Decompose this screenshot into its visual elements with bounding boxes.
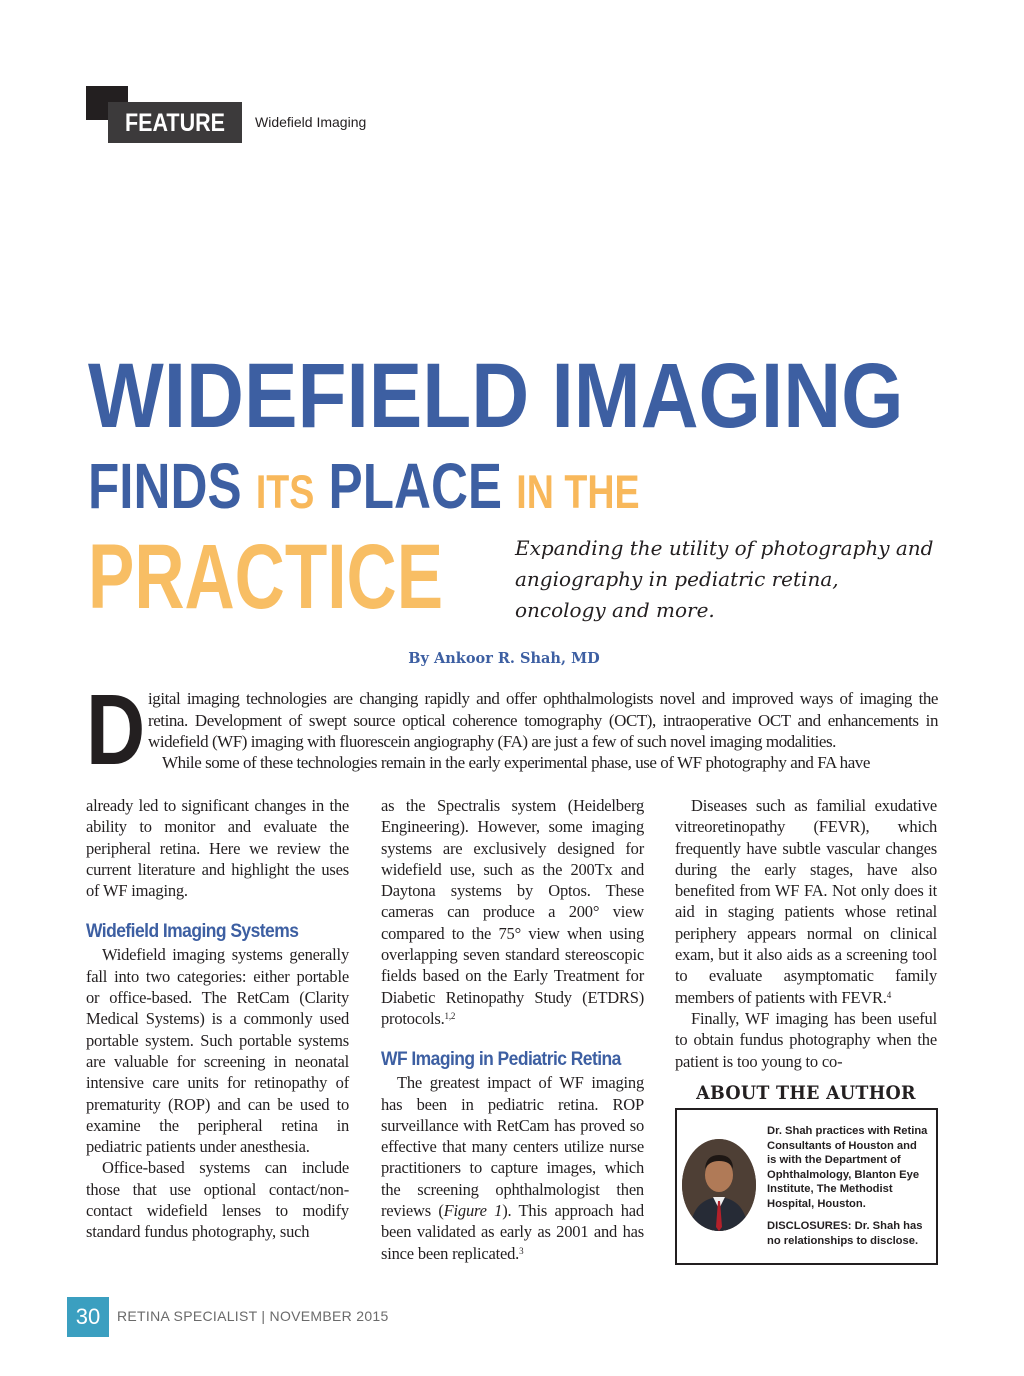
intro-last-line: While some of these technologies remain in the early experimental phase, use of WF photography and FA have (162, 753, 870, 772)
column-2 (381, 795, 644, 1264)
about-author-title: ABOUT THE AUTHOR (696, 1082, 916, 1104)
section-topic: Widefield Imaging (255, 114, 367, 130)
column-3 (675, 795, 937, 1072)
column-1-paragraph: already led to significant changes in the ability to monitor and evaluate the peripheral retina. Here we review the current literature and highlight the uses of WF imaging. (86, 796, 349, 901)
headline-line3: PRACTICE (88, 526, 444, 628)
figure-reference: Figure 1 (443, 1201, 503, 1221)
drop-cap: D (86, 674, 146, 786)
article-deck: Expanding the utility of photography and angiography in pediatric retina, oncology and more. (515, 536, 934, 622)
column-3-paragraph: Diseases such as familial exudative vitreoretinopathy (FEVR), which frequently have subtle vascular changes during the early stages, have also benefited from WF FA. Not only does it aid in staging patients whose retinal periphery appears normal on clinical exam, but it also aids as a screening tool to evaluate asymptomatic family members of patients with FEVR.$^4$ (675, 796, 937, 1007)
byline: By Ankoor R. Shah, MD (408, 650, 600, 667)
footer-publication: RETINA SPECIALIST | NOVEMBER 2015 (117, 1308, 389, 1324)
column-2-paragraph: The greatest impact of WF imaging has been in pediatric retina. ROP surveillance with RetCam has proved so effective that many centers utilize nurse practitioners to capture images, which the screening ophthalmologist then reviews (Figure 1). This approach had been validated as early as 2001 and has since been replicated.$^3$ (381, 1073, 644, 1263)
column-1 (86, 795, 349, 1243)
subhead-widefield-systems: Widefield Imaging Systems (86, 921, 299, 943)
column-1-paragraph: Widefield imaging systems generally fall into two categories: either portable or office-based. The RetCam (Clarity Medical Systems) is a commonly used portable system. Such portable systems are valuable for screening in neonatal intensive care units for retinopathy of prematurity (ROP) and can be used to examine the peripheral retina in pediatric patients under anesthesia. (86, 945, 349, 1157)
column-1-paragraph: Office-based systems can include those that use optional contact/non-contact widefield lenses to modify standard fundus photography, such (86, 1158, 349, 1242)
headline-line1: WIDEFIELD IMAGING (88, 345, 904, 447)
headline-line2: FINDS ITS PLACE IN THE (88, 450, 640, 522)
author-disclosures: DISCLOSURES: Dr. Shah has no relationships to disclose. (767, 1220, 923, 1247)
subhead-pediatric-retina: WF Imaging in Pediatric Retina (381, 1049, 621, 1071)
about-author-text (767, 1124, 929, 1256)
author-photo (682, 1139, 756, 1231)
author-bio: Dr. Shah practices with Retina Consultants of Houston and is with the Department of Ophthalmology, Blanton Eye Institute, The Methodist Hospital, Houston. (767, 1125, 928, 1210)
column-2-paragraph: as the Spectralis system (Heidelberg Engineering). However, some imaging systems are exclusively designed for widefield use, such as the 200Tx and Daytona systems by Optos. These cameras can produce a 200° view compared to the 75° view when using overlapping seven standard stereoscopic fields based on the Early Treatment for Diabetic Retinopathy Study (ETDRS) protocols.$^{1,2}$ (381, 796, 644, 1028)
feature-tag-label: FEATURE (125, 109, 225, 137)
page-number: 30 (75, 1304, 101, 1329)
intro-paragraph: igital imaging technologies are changing rapidly and offer ophthalmologists novel and improved ways of imaging the retina. Development of swept source optical coherence tomography (OCT), intraoperative OCT and enhancements in widefield (WF) imaging with fluorescein angiography (FA) are just a few of such novel imaging modalities. (148, 689, 938, 751)
column-3-paragraph: Finally, WF imaging has been useful to obtain fundus photography when the patient is too young to co- (675, 1008, 937, 1071)
